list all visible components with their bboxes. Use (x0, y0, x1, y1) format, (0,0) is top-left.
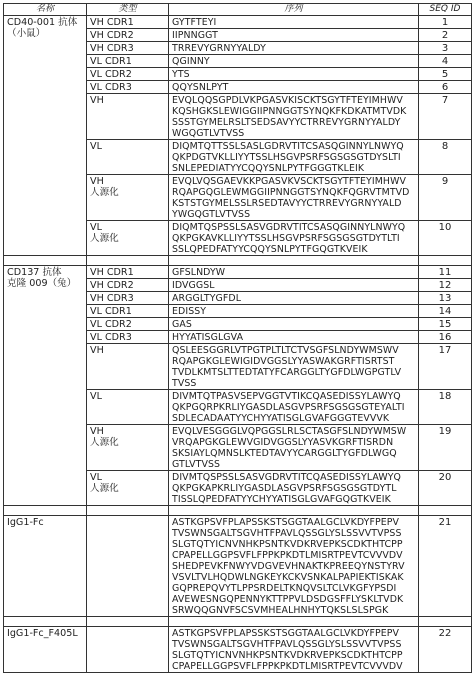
table-row (4, 266, 472, 279)
sequence-cell: EVQLVQSGAEVKKPGASVKVSCKTSGYTFTEYIMHWV RQAPGQGLEWMGGIIPNNGGTSYNQKFQGRVTMTVD KSTSTGYMELSSLRSEDTAVYYCTRREVYGRNYYALD YWGQGTLVTVSS (169, 175, 419, 221)
type-cell: VH (87, 94, 169, 140)
seq-id-cell: 13 (419, 292, 472, 305)
seq-id-cell: 4 (419, 55, 472, 68)
seq-id-cell: 8 (419, 140, 472, 175)
type-cell: VL CDR3 (87, 81, 169, 94)
type-cell: VL 人源化 (87, 221, 169, 256)
type-cell: VH CDR3 (87, 42, 169, 55)
seq-id-cell: 12 (419, 279, 472, 292)
type-cell: VL CDR2 (87, 318, 169, 331)
sequence-cell: TRREVYGRNYYALDY (169, 42, 419, 55)
type-cell: VL CDR1 (87, 305, 169, 318)
type-cell: VL (87, 140, 169, 175)
sequence-cell: ASTKGPSVFPLAPSSKSTSGGTAALGCLVKDYFPEPV TVSWNSGALTSGVHTFPAVLQSSGLYSLSSVVTVPSS SLGTQTYICNVNHKPSNTKVDKRVEPKSCDKTHTCPP CPAPELLGGPSVFLFPPKPKDTLMISRTPEVTCVVVDV SHEDPEVKFNWYVDGVEVHNAKTKPREEQYNSTYRV VSVLTVLHQDWLNGKEYKCKVSNKALPAPIEKTISKAK GQPREPQVYTLPPSRDELTKNQVSLTCLVKGFYPSDI AVEWESNGQPENNYKTTPPVLDSDGSFFLYSKLTVDK SRWQQGNVFSCSVMHEALHNHYTQKSLSLSPGK (169, 516, 419, 617)
seq-id-cell: 5 (419, 68, 472, 81)
type-cell: VL CDR1 (87, 55, 169, 68)
type-cell: VH CDR2 (87, 29, 169, 42)
seq-id-cell: 20 (419, 471, 472, 506)
seq-id-cell: 11 (419, 266, 472, 279)
seq-id-cell: 15 (419, 318, 472, 331)
seq-id-cell: 19 (419, 425, 472, 471)
type-cell: VH CDR3 (87, 292, 169, 305)
sequence-cell: ARGGLTYGFDL (169, 292, 419, 305)
sequence-cell: GYTFTEYI (169, 16, 419, 29)
sequence-cell: GFSLNDYW (169, 266, 419, 279)
spacer-row (4, 506, 472, 516)
type-cell: VH (87, 344, 169, 390)
seq-id-cell: 2 (419, 29, 472, 42)
construct-name: IgG1-Fc_F405L (4, 627, 87, 673)
seq-id-cell: 16 (419, 331, 472, 344)
sequence-cell: QSLEESGGRLVTPGTPLTLTCTVSGFSLNDYWMSWV RQAPGKGLEWIGIDVGGSLYYASWAKGRFTISRTST TVDLKMTSLTTEDTATYFCARGGLTYGFDLWGPGTLV TVSS (169, 344, 419, 390)
header-seq-id: SEQ ID (419, 4, 472, 16)
sequence-cell: EVQLQQSGPDLVKPGASVKISCKTSGYTFTEYIMHWV KQSHGKSLEWIGGIIPNNGGTSYNQKFKDKATMTVDK SSSTGYMELRSLTSEDSAVYYCTRREVYGRNYYALDY WGQGTLVTVSS (169, 94, 419, 140)
table-row (4, 516, 472, 617)
seq-id-cell: 14 (419, 305, 472, 318)
type-cell (87, 627, 169, 673)
seq-id-cell: 22 (419, 627, 472, 673)
header-row (4, 4, 472, 16)
sequence-cell: DIQMTQSPSSLSASVGDRVTITCSASQGINNYLNWYQ QKPGKAVKLLIYYTSSLHSGVPSRFSGSGSGTDYTLTI SSLQPEDFATYYCQQYSNLPYTFGQGTKVEIK (169, 221, 419, 256)
sequence-cell: QQYSNLPYT (169, 81, 419, 94)
seq-id-cell: 9 (419, 175, 472, 221)
type-cell: VH 人源化 (87, 425, 169, 471)
sequence-cell: IDVGGSL (169, 279, 419, 292)
table-row (4, 627, 472, 673)
spacer-row (4, 256, 472, 266)
type-cell: VL CDR3 (87, 331, 169, 344)
type-cell: VL (87, 390, 169, 425)
type-cell (87, 516, 169, 617)
seq-id-cell: 7 (419, 94, 472, 140)
table-row (4, 16, 472, 29)
sequence-cell: DIVMTQSPSSLSASVGDRVTITCQASEDISSYLAWYQ QKPGKAPKRLIYGASDLASGVPSRFSGSGSGTDYTL TISSLQPEDFATYYCHYYATISGLGVAFGQGTKVEIK (169, 471, 419, 506)
header-sequence: 序列 (169, 4, 419, 16)
antibody-name-cd137: CD137 抗体 克隆 009（兔） (4, 266, 87, 506)
sequence-cell: YTS (169, 68, 419, 81)
sequence-cell: QGINNY (169, 55, 419, 68)
header-name: 名称 (4, 4, 87, 16)
type-cell: VH CDR1 (87, 266, 169, 279)
sequence-cell: DIQMTQTTSSLSASLGDRVTITCSASQGINNYLNWYQ QKPDGTVKLLIYYTSSLHSGVPSRFSGSGSGTDYSLTI SNLEPEDIATYYCQQYSNLPYTFGGGTKLEIK (169, 140, 419, 175)
seq-id-cell: 17 (419, 344, 472, 390)
seq-id-cell: 21 (419, 516, 472, 617)
type-cell: VH CDR2 (87, 279, 169, 292)
antibody-name-cd40: CD40-001 抗体 （小鼠） (4, 16, 87, 256)
header-type: 类型 (87, 4, 169, 16)
sequence-cell: EDISSY (169, 305, 419, 318)
sequence-cell: GAS (169, 318, 419, 331)
seq-id-cell: 18 (419, 390, 472, 425)
sequence-cell: DIVMTQTPASVSEPVGGTVTIKCQASEDISSYLAWYQ QKPGQRPKRLIYGASDLASGVPSRFSGSGSGTEYALTI SDLECADAATYYCHYYATISGLGVAFGGGTEVVVK (169, 390, 419, 425)
type-cell: VH 人源化 (87, 175, 169, 221)
type-cell: VH CDR1 (87, 16, 169, 29)
seq-id-cell: 3 (419, 42, 472, 55)
sequence-cell: IIPNNGGT (169, 29, 419, 42)
construct-name: IgG1-Fc (4, 516, 87, 617)
sequence-cell: ASTKGPSVFPLAPSSKSTSGGTAALGCLVKDYFPEPV TVSWNSGALTSGVHTFPAVLQSSGLYSLSSVVTVPSS SLGTQTYICNVNHKPSNTKVDKRVEPKSCDKTHTCPP CPAPELLGGPSVFLFPPKPKDTLMISRTPEVTCVVVDV (169, 627, 419, 673)
spacer-row (4, 617, 472, 627)
type-cell: VL 人源化 (87, 471, 169, 506)
seq-id-cell: 10 (419, 221, 472, 256)
seq-id-cell: 1 (419, 16, 472, 29)
type-cell: VL CDR2 (87, 68, 169, 81)
seq-id-cell: 6 (419, 81, 472, 94)
sequence-table (3, 3, 472, 673)
sequence-cell: HYYATISGLGVA (169, 331, 419, 344)
sequence-cell: EVQLVESGGGLVQPGGSLRLSCTASGFSLNDYWMSW VRQAPGKGLEWVGIDVGGSLYYASVKGRFTISRDN SKSIAYLQMNSLKTEDTAVYYCARGGLTYGFDLWGQ GTLVTVSS (169, 425, 419, 471)
